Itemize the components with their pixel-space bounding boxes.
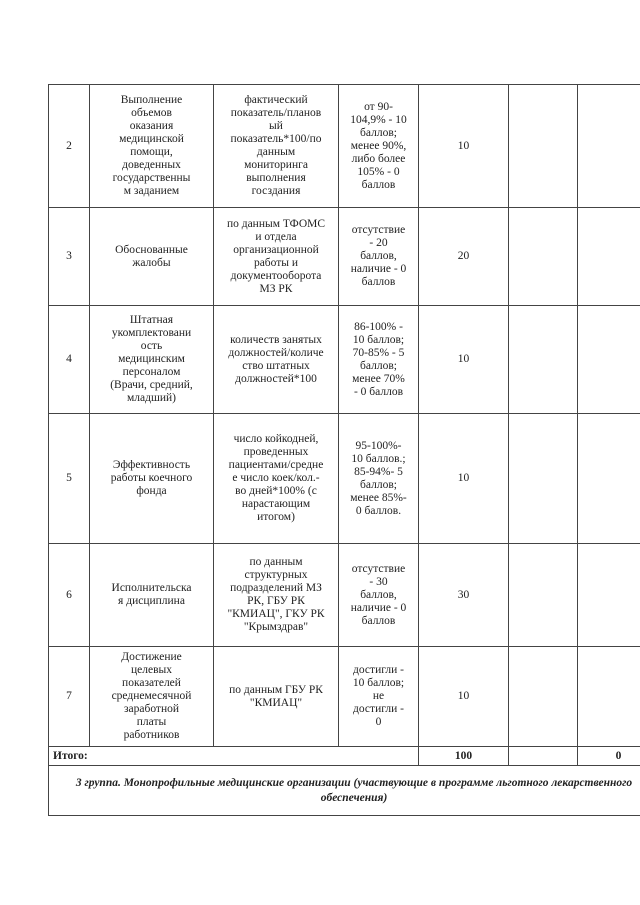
max-score: 30 xyxy=(419,544,509,647)
scoring-criteria: 86-100% - 10 баллов; 70-85% - 5 баллов; менее 70% - 0 баллов xyxy=(339,306,419,414)
row-number: 4 xyxy=(49,306,90,414)
indicator-name: Эффективность работы коечного фонда xyxy=(90,414,214,544)
total-row xyxy=(49,747,640,766)
table-body xyxy=(49,85,640,816)
indicator-name: Достижение целевых показателей среднемесячной заработной платы работников xyxy=(90,647,214,747)
scoring-criteria: достигли - 10 баллов; не достигли - 0 xyxy=(339,647,419,747)
max-score: 10 xyxy=(419,414,509,544)
empty-cell xyxy=(509,85,578,208)
scoring-criteria: отсутствие - 20 баллов, наличие - 0 баллов xyxy=(339,208,419,306)
indicator-name: Исполнительска я дисциплина xyxy=(90,544,214,647)
empty-cell xyxy=(578,414,640,544)
calculation-method: по данным структурных подразделений МЗ РК, ГБУ РК "КМИАЦ", ГКУ РК "Крымздрав" xyxy=(214,544,339,647)
table-row xyxy=(49,85,640,208)
indicator-name: Штатная укомплектовани ость медицинским персоналом (Врачи, средний, младший) xyxy=(90,306,214,414)
scoring-criteria: отсутствие - 30 баллов, наличие - 0 баллов xyxy=(339,544,419,647)
indicator-name: Выполнение объемов оказания медицинской помощи, доведенных государственны м заданием xyxy=(90,85,214,208)
row-number: 6 xyxy=(49,544,90,647)
table-row xyxy=(49,306,640,414)
total-result: 0 xyxy=(578,747,640,766)
table-row xyxy=(49,208,640,306)
calculation-method: по данным ГБУ РК "КМИАЦ" xyxy=(214,647,339,747)
empty-cell xyxy=(578,208,640,306)
group-heading-row xyxy=(49,766,640,816)
calculation-method: по данным ТФОМС и отдела организационной работы и документооборота МЗ РК xyxy=(214,208,339,306)
empty-cell xyxy=(578,85,640,208)
row-number: 2 xyxy=(49,85,90,208)
calculation-method: число койкодней, проведенных пациентами/средне е число коек/кол.- во дней*100% (с нарастающим итогом) xyxy=(214,414,339,544)
row-number: 7 xyxy=(49,647,90,747)
indicator-name: Обоснованные жалобы xyxy=(90,208,214,306)
empty-cell xyxy=(509,208,578,306)
max-score: 10 xyxy=(419,85,509,208)
total-score: 100 xyxy=(419,747,509,766)
total-label: Итого: xyxy=(49,747,419,766)
scoring-criteria: от 90- 104,9% - 10 баллов; менее 90%, либо более 105% - 0 баллов xyxy=(339,85,419,208)
scoring-criteria: 95-100%- 10 баллов.; 85-94%- 5 баллов; менее 85%- 0 баллов. xyxy=(339,414,419,544)
max-score: 20 xyxy=(419,208,509,306)
empty-cell xyxy=(509,747,578,766)
empty-cell xyxy=(509,544,578,647)
table-row xyxy=(49,414,640,544)
group-heading: 3 группа. Монопрофильные медицинские организации (участвующие в программе льготного лекарственного обеспечения) xyxy=(49,766,640,816)
empty-cell xyxy=(509,647,578,747)
calculation-method: количеств занятых должностей/количе ство штатных должностей*100 xyxy=(214,306,339,414)
table-row xyxy=(49,647,640,747)
empty-cell xyxy=(578,647,640,747)
table-row xyxy=(49,544,640,647)
empty-cell xyxy=(509,414,578,544)
calculation-method: фактический показатель/планов ый показатель*100/по данным мониторинга выполнения госздания xyxy=(214,85,339,208)
row-number: 5 xyxy=(49,414,90,544)
row-number: 3 xyxy=(49,208,90,306)
empty-cell xyxy=(509,306,578,414)
empty-cell xyxy=(578,306,640,414)
max-score: 10 xyxy=(419,647,509,747)
criteria-table xyxy=(48,84,640,816)
max-score: 10 xyxy=(419,306,509,414)
empty-cell xyxy=(578,544,640,647)
